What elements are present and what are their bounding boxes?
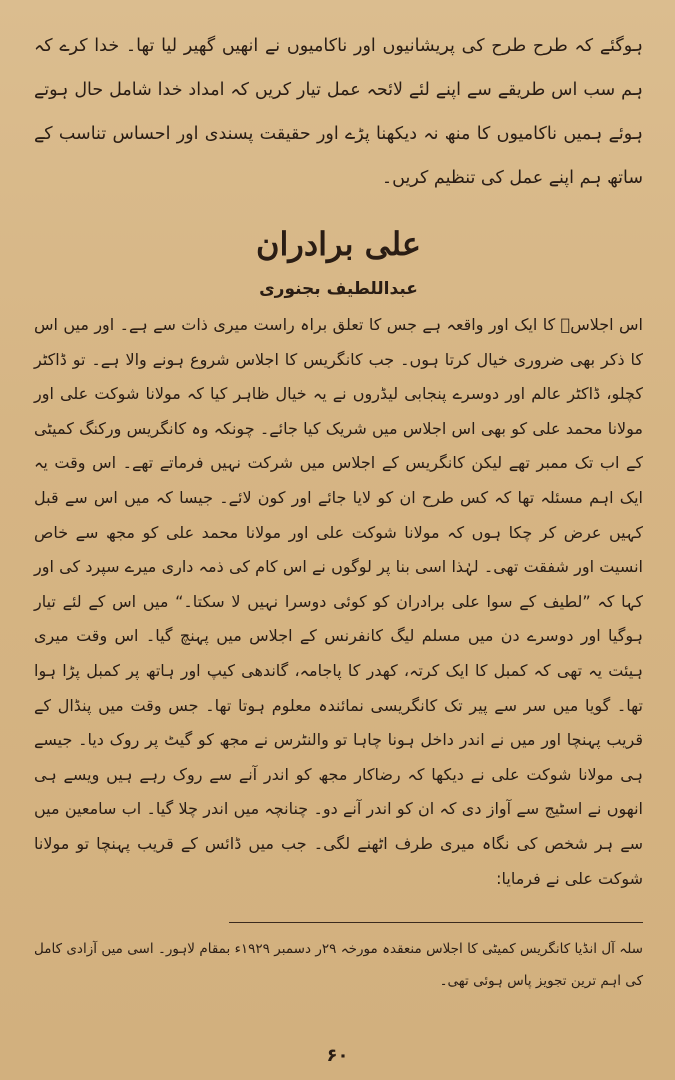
article-title: علی برادران bbox=[255, 225, 422, 263]
intro-paragraph: ہوگئے کہ طرح طرح کی پریشانیوں اور ناکامیوں نے انھیں گھیر لیا تھا۔ خدا کرے کہ ہم سب اس طریقے سے اپنے لئے لائحہ عمل تیار کریں کہ امداد خدا شامل حال ہوتے ہوئے ہمیں ناکامیوں کا منھ نہ دیکھنا پڑے اور حقیقت پسندی اور احساس تناسب کے ساتھ ہم اپنے عمل کی تنظیم کریں۔ bbox=[34, 36, 643, 188]
body-paragraph: اس اجلاسؔ کا ایک اور واقعہ ہے جس کا تعلق براہ راست میری ذات سے ہے۔ اور میں اس کا ذکر بھی ضروری خیال کرتا ہوں۔ جب کانگریس کا اجلاس شروع ہونے والا ہے۔ تو ڈاکٹر کچلو، ڈاکٹر عالم اور دوسرے پنجابی لیڈروں نے یہ خیال ظاہر کیا کہ مولانا شوکت علی اور مولانا محمد علی کو بھی اس اجلاس میں شریک کیا جائے۔ چونکہ وہ کانگریس ورکنگ کمیٹی کے اب تک ممبر تھے لیکن کانگریس کے اجلاس میں شرکت نہیں فرماتے تھے۔ اس وقت یہ ایک اہم مسئلہ تھا کہ کس طرح ان کو لایا جائے اور کون لائے۔ جیسا کہ میں اس سے قبل کہیں عرض کر چکا ہوں کہ مولانا شوکت علی اور مولانا محمد علی کو مجھ سے خاص انسیت اور شفقت تھی۔ لہٰذا اسی بنا پر لوگوں نے اس کام کی ذمہ داری میرے سپرد کی اور کہا کہ ”لطیف کے سوا علی برادران کو کوئی دوسرا نہیں لا سکتا۔“ میں اس کے لئے تیار ہوگیا اور دوسرے دن میں مسلم لیگ کانفرنس کے اجلاس میں پہنچ گیا۔ اس وقت میری ہیئت یہ تھی کہ کمبل کا ایک کرتہ، کھدر کا پاجامہ، گاندھی کیپ اور ہاتھ پر کمبل پڑا ہوا تھا۔ گویا میں سر سے پیر تک کانگریسی نمائندہ معلوم ہوتا تھا۔ جس وقت میں پنڈال کے قریب پہنچا اور میں نے اندر داخل ہونا چاہا تو والنٹرس نے مجھ کو گیٹ پر روک دیا۔ جیسے ہی مولانا شوکت علی نے دیکھا کہ رضاکار مجھ کو اندر آنے سے روک رہے ہیں ویسے ہی انھوں نے اسٹیج سے آواز دی کہ ان کو اندر آنے دو۔ چنانچہ میں اندر چلا گیا۔ اب سامعین میں سے ہر شخص کی نگاہ میری طرف اٹھنے لگی۔ جب میں ڈائس کے قریب پہنچا تو مولانا شوکت علی نے فرمایا: bbox=[34, 315, 644, 888]
footnote: سلہ آل انڈیا کانگریس کمیٹی کا اجلاس منعقدہ مورخہ ۲۹ر دسمبر ۱۹۲۹ء بمقام لاہور۔ اسی میں آزادی کامل کی اہم ترین تجویز پاس ہوئی تھی۔ bbox=[34, 941, 643, 990]
author-name: عبداللطیف بجنوری bbox=[259, 279, 418, 299]
footnote-divider bbox=[229, 922, 643, 923]
page-number: ۶۰ bbox=[326, 1045, 349, 1066]
